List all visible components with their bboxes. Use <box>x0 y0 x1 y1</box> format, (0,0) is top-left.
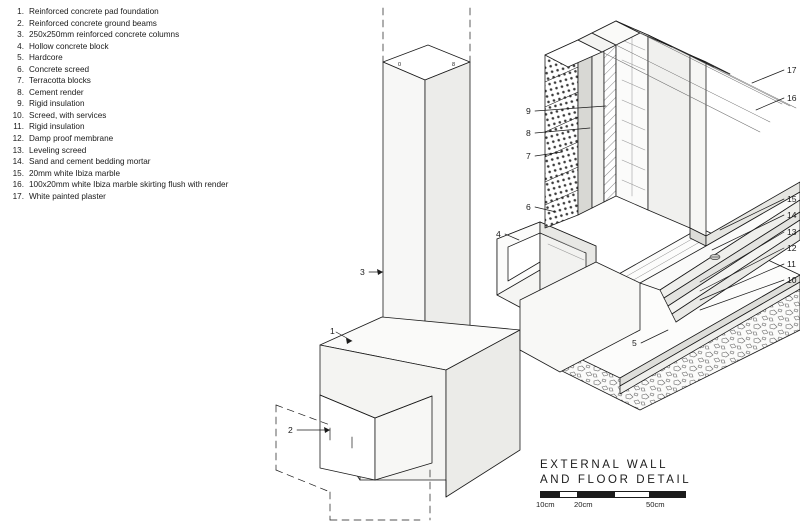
callout-14: 14 <box>787 210 797 220</box>
title-block <box>540 458 770 488</box>
legend-item-label: Rigid insulation <box>29 122 85 132</box>
scale-label-20cm: 20cm <box>574 500 593 509</box>
legend-item-label: White painted plaster <box>29 191 106 201</box>
legend-item-label: Damp proof membrane <box>29 134 114 144</box>
callout-16: 16 <box>787 93 797 103</box>
legend-item-label: Concrete screed <box>29 64 90 74</box>
callout-6: 6 <box>526 202 531 212</box>
legend-item-number: 8. <box>17 87 24 97</box>
legend-item-label: Hardcore <box>29 53 63 63</box>
legend-item-label: Reinforced concrete ground beams <box>29 18 157 28</box>
legend-item-number: 16. <box>12 180 24 190</box>
legend-item-label: 20mm white Ibiza marble <box>29 168 121 178</box>
legend-item-label: Leveling screed <box>29 145 87 155</box>
callout-8: 8 <box>526 128 531 138</box>
legend-item-label: Hollow concrete block <box>29 41 109 51</box>
callout-12: 12 <box>787 243 797 253</box>
legend-item-number: 13. <box>12 145 24 155</box>
callout-2: 2 <box>288 425 293 435</box>
legend-item-number: 14. <box>12 157 24 167</box>
legend-item-number: 6. <box>17 64 24 74</box>
callout-3: 3 <box>360 267 365 277</box>
legend-item-label: 250x250mm reinforced concrete columns <box>29 30 180 40</box>
svg-text:8: 8 <box>452 62 456 68</box>
scale-bar-graphic <box>536 491 708 509</box>
legend-item-number: 11. <box>13 122 24 132</box>
callout-10: 10 <box>787 275 797 285</box>
scale-label-10cm: 10cm <box>536 500 555 509</box>
callout-11: 11 <box>787 259 796 269</box>
scale-label-50cm: 50cm <box>646 500 665 509</box>
legend-item-number: 10. <box>12 110 24 120</box>
callout-1: 1 <box>330 326 335 336</box>
legend-item-number: 7. <box>17 76 24 86</box>
legend-item-label: 100x20mm white Ibiza marble skirting flush with render <box>29 180 229 190</box>
scale-segment <box>540 491 559 498</box>
scale-segment <box>650 491 686 498</box>
legend-item-label: Cement render <box>29 87 84 97</box>
legend-item-label: Terracotta blocks <box>29 76 91 86</box>
legend-item-number: 5. <box>17 53 24 63</box>
scale-segment <box>614 491 650 498</box>
legend-item-number: 4. <box>17 41 24 51</box>
callout-4: 4 <box>496 229 501 239</box>
svg-text:0: 0 <box>398 62 402 68</box>
legend-item-number: 3. <box>17 30 24 40</box>
callout-15: 15 <box>787 194 797 204</box>
callout-9: 9 <box>526 106 531 116</box>
callout-5: 5 <box>632 338 637 348</box>
legend-item-number: 9. <box>17 99 24 109</box>
legend-item-number: 1. <box>17 7 24 16</box>
scale-bar <box>536 491 730 509</box>
legend-item-label: Rigid insulation <box>29 99 85 109</box>
legend-item-number: 15. <box>12 168 24 178</box>
legend-item-number: 12. <box>12 134 24 144</box>
legend-item-number: 2. <box>17 18 24 28</box>
callout-17: 17 <box>787 65 797 75</box>
detail-title-line-2: AND FLOOR DETAIL <box>540 474 692 486</box>
detail-title-line-1: EXTERNAL WALL <box>540 459 669 471</box>
scale-segment <box>578 491 614 498</box>
callout-7: 7 <box>526 151 531 161</box>
scale-segment <box>559 491 578 498</box>
callout-13: 13 <box>787 227 797 237</box>
legend-item-label: Screed, with services <box>29 110 107 120</box>
legend-item-number: 17. <box>12 191 24 201</box>
legend-item-label: Sand and cement bedding mortar <box>29 157 151 167</box>
legend-item-label: Reinforced concrete pad foundation <box>29 7 159 16</box>
